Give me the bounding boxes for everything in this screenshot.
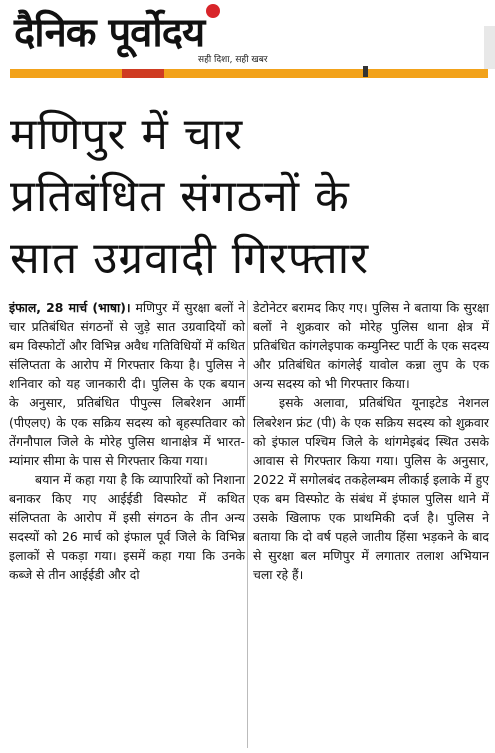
article-headline [10,104,488,290]
masthead-mark [363,66,368,77]
logo-text: दैनिक पूर्वोदय [14,10,205,56]
article-column-left [9,298,245,584]
column-divider [247,300,248,748]
article-column-right [253,298,489,584]
paragraph-4: इसके अलावा, प्रतिबंधित यूनाइटेड नेशनल लिबरेशन फ्रंट (पी) के एक सक्रिय सदस्य को शुक्रवार को इंफाल पश्चिम जिले के थांगमेइबंद स्थित उसके आवास से गिरफ्तार किया गया। पुलिस के अनुसार, 2022 में सगोलबंद तकहेलम्बम लीकाई इलाके में हुए एक बम विस्फोट के संबंध में इंफाल पुलिस थाने में उसके खिलाफ एक प्राथमिकी दर्ज है। पुलिस ने बताया कि दो वर्ष पहले जातीय हिंसा भड़कने के बाद से सुरक्षा बल मणिपुर में लगातार तलाश अभियान चला रहे हैं। [253,395,489,583]
paragraph-1 [9,298,245,470]
headline-line-2: प्रतिबंधित संगठनों के [10,171,350,222]
headline-line-1: मणिपुर में चार [10,109,244,160]
masthead-color-bar [10,69,488,78]
masthead [0,0,495,86]
logo-dot-icon [206,4,220,18]
masthead-bar-accent [122,69,164,78]
paragraph-1-text: मणिपुर में सुरक्षा बलों ने चार प्रतिबंधित संगठनों से जुड़े सात उग्रवादियों को बम विस्फोटों और विभिन्न अवैध गतिविधियों में कथित संलिप्तता के आरोप में गिरफ्तार किया है। पुलिस ने शनिवार को यह जानकारी दी। पुलिस के एक बयान के अनुसार, प्रतिबंधित पीपुल्स लिबरेशन आर्मी (पीएलए) के एक सक्रिय सदस्य को बृहस्पतिवार को तेंगनौपाल जिले के मोरेह पुलिस थानाक्षेत्र में भारत-म्यांमार सीमा के पास से गिरफ्तार किया गया। [9,300,246,468]
headline-line-3: सात उग्रवादी गिरफ्तार [10,233,370,284]
masthead-corner-shade [484,26,495,69]
paragraph-2: बयान में कहा गया है कि व्यापारियों को निशाना बनाकर किए गए आईईडी विस्फोट में कथित संलिप्तता के आरोप में इसी संगठन के तीन अन्य सदस्यों को 26 मार्च को इंफाल पूर्व जिले के विभिन्न इलाकों से पकड़ा गया। इसमें कहा गया कि उनके कब्जे से तीन आईईडी और दो [9,471,245,583]
article-dateline: इंफाल, 28 मार्च (भाषा)। [9,300,131,315]
newspaper-logo [14,4,220,57]
masthead-tagline: सही दिशा, सही खबर [198,55,268,65]
paragraph-3: डेटोनेटर बरामद किए गए। पुलिस ने बताया कि सुरक्षा बलों ने शुक्रवार को मोरेह पुलिस थाना क्षेत्र में प्रतिबंधित कांगलेइपाक कम्युनिस्ट पार्टी के एक सदस्य और प्रतिबंधित कांगलेई यावोल कन्ना लुप के एक अन्य सदस्य को भी गिरफ्तार किया। [253,300,489,392]
